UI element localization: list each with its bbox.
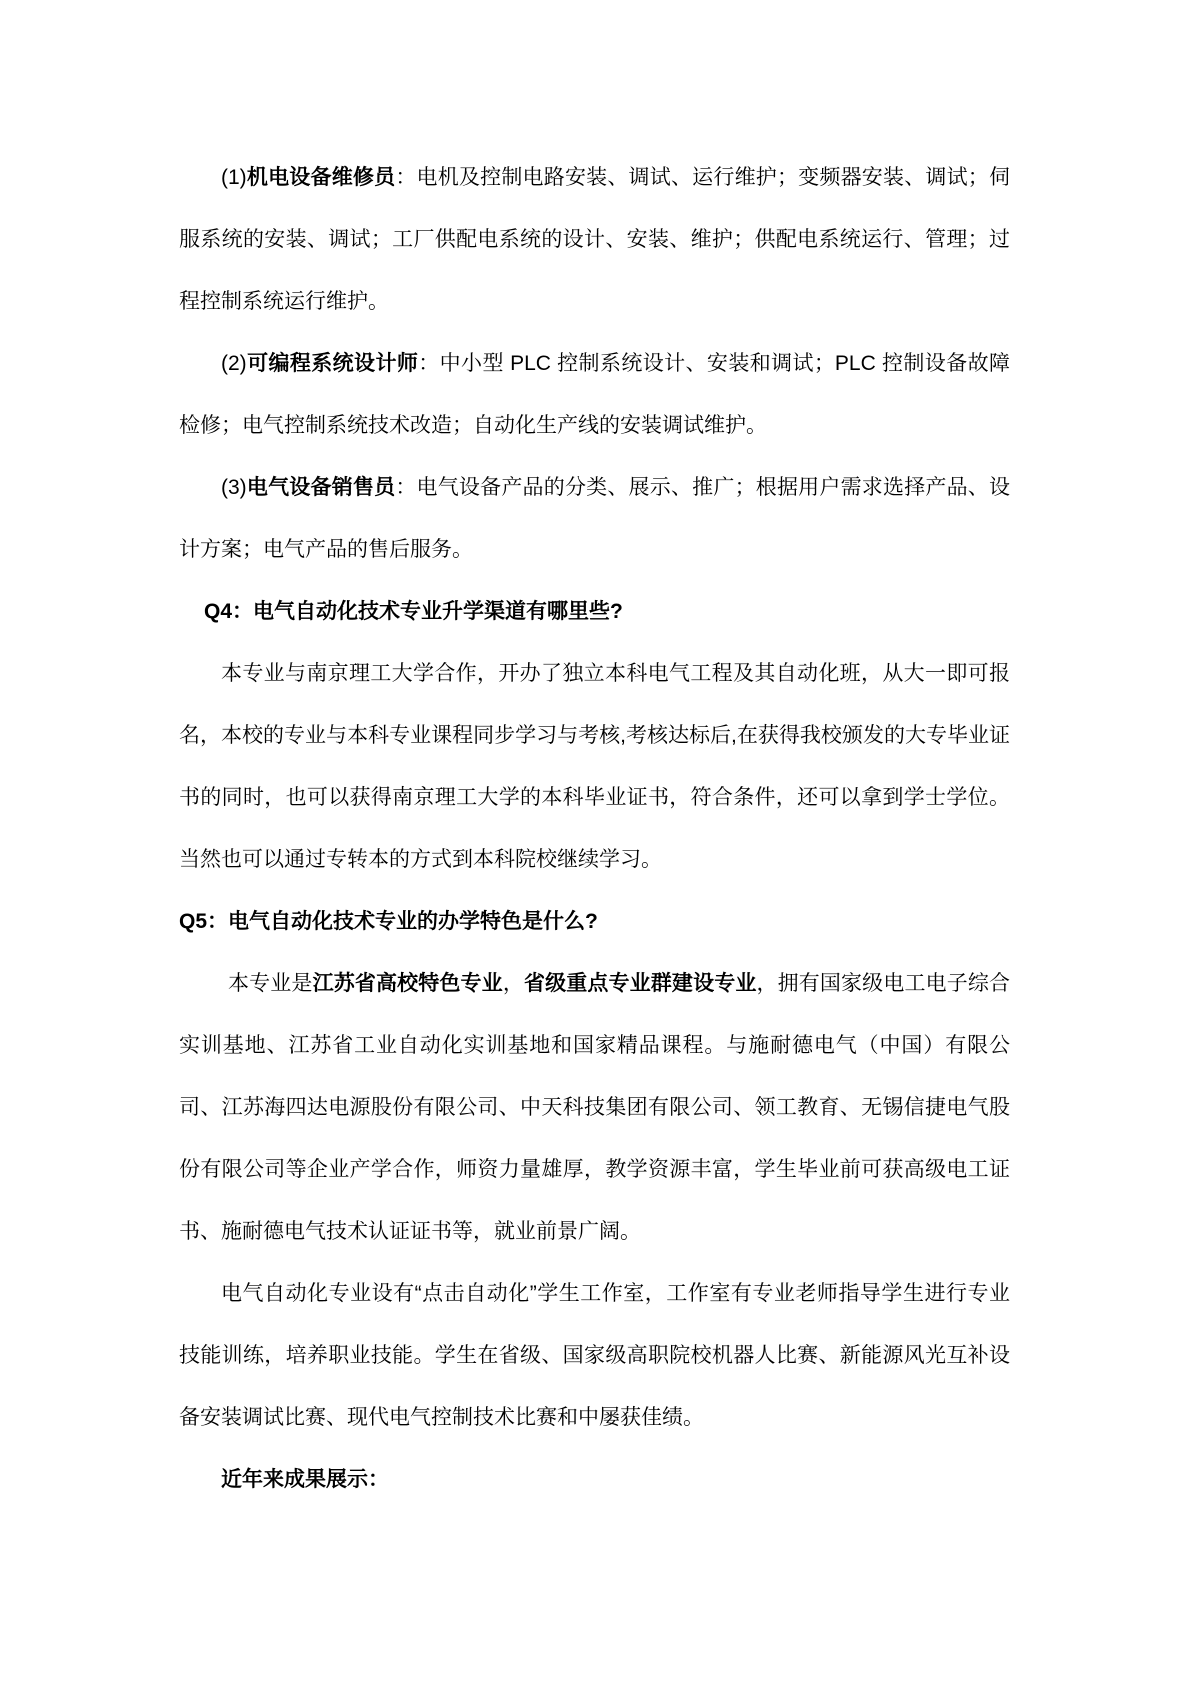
q4-heading	[179, 581, 1010, 643]
job-role-2-detail: ：中小型 PLC 控制系统设计、安装和调试；PLC 控制设备故障检修；电气控制系统技术改造；自动化生产线的安装调试维护。	[179, 352, 1010, 437]
q5-heading	[179, 891, 1010, 953]
job-role-3-paragraph	[179, 457, 1010, 581]
document-page	[179, 0, 1010, 1511]
job-role-3-title: 电气设备销售员	[246, 476, 396, 499]
achievements-heading-text: 近年来成果展示：	[221, 1468, 389, 1491]
job-role-3-prefix: (3)	[221, 476, 247, 499]
job-role-3-detail: ：电气设备产品的分类、展示、推广；根据用户需求选择产品、设计方案；电气产品的售后服务。	[179, 476, 1011, 561]
q5-heading-text: Q5：电气自动化技术专业的办学特色是什么?	[179, 910, 598, 933]
job-role-1-paragraph	[179, 147, 1010, 333]
job-role-2-prefix: (2)	[221, 352, 247, 375]
q4-answer-text: 本专业与南京理工大学合作，开办了独立本科电气工程及其自动化班，从大一即可报名，本校的专业与本科专业课程同步学习与考核,考核达标后,在获得我校颁发的大专毕业证书的同时，也可以获得南京理工大学的本科毕业证书，符合条件，还可以拿到学士学位。当然也可以通过专转本的方式到本科院校继续学习。	[179, 662, 1010, 871]
job-role-2-title: 可编程系统设计师	[246, 352, 419, 375]
q4-answer-paragraph	[179, 643, 1010, 891]
job-role-2-paragraph	[179, 333, 1010, 457]
job-role-1-detail: ：电机及控制电路安装、调试、运行维护；变频器安装、调试；伺服系统的安装、调试；工厂供配电系统的设计、安装、维护；供配电系统运行、管理；过程控制系统运行维护。	[179, 166, 1011, 313]
job-role-1-prefix: (1)	[221, 166, 247, 189]
q5-answer-separator: ，	[502, 972, 524, 995]
q5-answer-highlight-2: 省级重点专业群建设专业	[523, 972, 757, 995]
achievements-heading	[179, 1449, 1010, 1511]
workshop-paragraph	[179, 1263, 1010, 1449]
q5-answer-detail: ，拥有国家级电工电子综合实训基地、江苏省工业自动化实训基地和国家精品课程。与施耐德电气（中国）有限公司、江苏海四达电源股份有限公司、中天科技集团有限公司、领工教育、无锡信捷电气股份有限公司等企业产学合作，师资力量雄厚，教学资源丰富，学生毕业前可获高级电工证书、施耐德电气技术认证证书等，就业前景广阔。	[179, 972, 1011, 1243]
q5-answer-paragraph	[179, 953, 1010, 1263]
workshop-text: 电气自动化专业设有“点击自动化”学生工作室，工作室有专业老师指导学生进行专业技能训练，培养职业技能。学生在省级、国家级高职院校机器人比赛、新能源风光互补设备安装调试比赛、现代电气控制技术比赛和中屡获佳绩。	[179, 1282, 1010, 1429]
q5-answer-lead: 本专业是	[228, 972, 313, 995]
q5-answer-highlight-1: 江苏省高校特色专业	[312, 972, 503, 995]
q4-heading-text: Q4：电气自动化技术专业升学渠道有哪里些?	[204, 600, 623, 623]
job-role-1-title: 机电设备维修员	[246, 166, 396, 189]
